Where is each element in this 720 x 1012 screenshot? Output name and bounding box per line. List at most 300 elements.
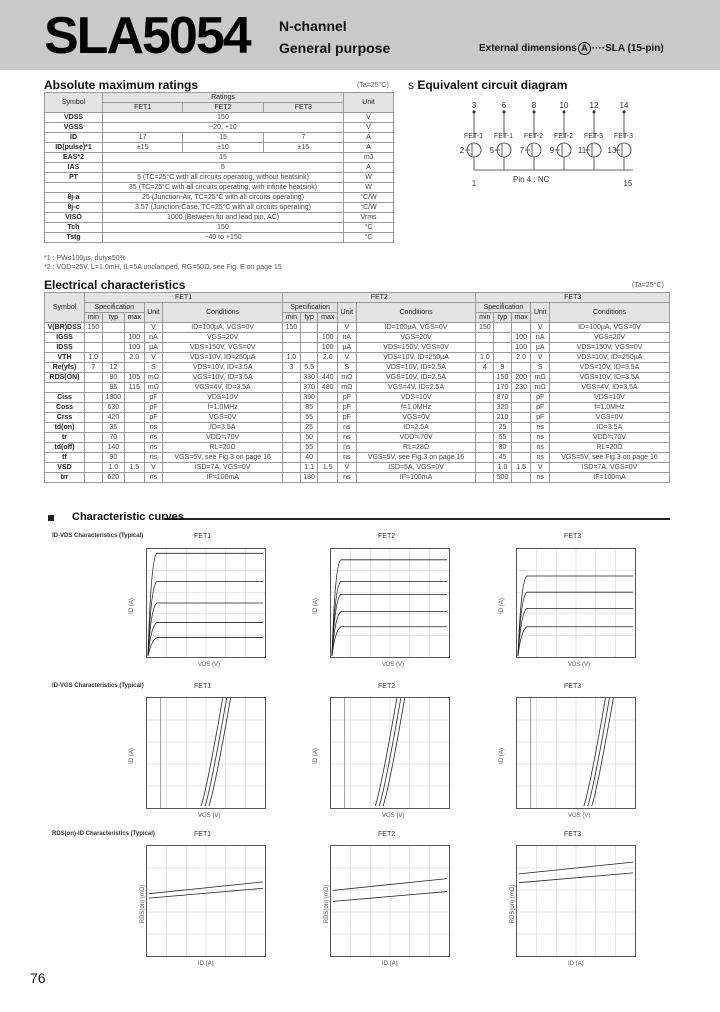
elec-f3-unit: V — [531, 353, 550, 363]
elec-f2-unit: pF — [338, 393, 357, 403]
elec-f2-cond: ISD=5A, VGS=0V — [356, 463, 476, 473]
abs-symbol: ID(pulse)*1 — [45, 143, 103, 153]
elec-f2-unit: V — [338, 323, 357, 333]
elec-row — [45, 353, 670, 363]
plot-fet-label: FET3 — [564, 831, 582, 838]
elec-f1-min — [85, 443, 103, 453]
elec-f3-unit: nA — [531, 333, 550, 343]
elec-symbol — [45, 383, 85, 393]
abs-unit: °C — [344, 223, 394, 233]
elec-f2-min — [283, 383, 301, 393]
plot-svg — [331, 846, 449, 956]
elec-f1-cond: VDS=150V, VGS=0V — [163, 343, 283, 353]
elec-f3-cond: VGS=20V — [550, 333, 670, 343]
abs-rating: 25 (Junction-Air, TC=25°C with all circuits operating) — [103, 193, 344, 203]
elec-head-max: max — [511, 313, 531, 323]
elec-f1-max — [125, 403, 145, 413]
header-band — [0, 0, 720, 70]
abs-row — [45, 213, 394, 223]
circuit-fet-label: FET-2 — [524, 133, 544, 140]
plot-fet-label: FET1 — [194, 683, 212, 690]
circuit-fet-label: FET-3 — [614, 133, 634, 140]
plot-xlabel: VDS (V) — [382, 662, 405, 668]
circuit-left-pin-label: 11 — [577, 146, 587, 155]
elec-f2-typ: 25 — [300, 423, 318, 433]
plot-fet-label: FET2 — [378, 533, 396, 540]
circuit-fet-label: FET-3 — [584, 133, 604, 140]
elec-f1-typ: 12 — [102, 363, 124, 373]
plot-xlabel: ID (A) — [198, 961, 214, 967]
elec-f3-cond: RL=20Ω — [550, 443, 670, 453]
elec-f3-min — [476, 433, 494, 443]
elec-f1-max — [125, 443, 145, 453]
elec-head-max: max — [125, 313, 145, 323]
elec-f2-cond: VDS=10V — [356, 393, 476, 403]
elec-f3-typ: 500 — [494, 473, 512, 483]
elec-f2-max — [318, 413, 338, 423]
abs-row — [45, 163, 394, 173]
elec-f3-min: 4 — [476, 363, 494, 373]
plot-curve — [584, 698, 606, 806]
elec-f2-unit: nA — [338, 333, 357, 343]
plot-curve — [518, 608, 633, 656]
abs-unit: °C/W — [344, 193, 394, 203]
elec-f2-typ: 50 — [300, 433, 318, 443]
elec-f1-cond: VDS=10V — [163, 393, 283, 403]
elec-f1-unit: ns — [144, 423, 163, 433]
elec-head-min: min — [476, 313, 494, 323]
elec-condition: (Ta=25°C) — [632, 282, 664, 289]
elec-f1-unit: V — [144, 463, 163, 473]
elec-f3-unit: mΩ — [531, 383, 550, 393]
elec-f3-max: 1.5 — [511, 463, 531, 473]
elec-symbol: RDS(ON) — [45, 373, 85, 383]
elec-f1-cond: VDD≒70V — [163, 433, 283, 443]
elec-f2-max — [318, 363, 338, 373]
elec-f1-min — [85, 373, 103, 383]
elec-f2-typ: 55 — [300, 413, 318, 423]
elec-f3-min — [476, 423, 494, 433]
elec-f3-cond: VGS=10V, ID=3.5A — [550, 373, 670, 383]
elec-f1-max — [125, 473, 145, 483]
elec-head-cond: Conditions — [356, 303, 476, 323]
elec-f3-typ — [494, 323, 512, 333]
abs-symbol: IAS — [45, 163, 103, 173]
elec-head-typ: typ — [102, 313, 124, 323]
elec-f3-cond: ID=100µA, VGS=0V — [550, 323, 670, 333]
elec-f2-unit: mΩ — [338, 373, 357, 383]
abs-unit: mJ — [344, 153, 394, 163]
elec-f3-max: 200 — [511, 373, 531, 383]
elec-f1-cond: VGS=4V, ID=3.5A — [163, 383, 283, 393]
elec-f2-unit: µA — [338, 343, 357, 353]
row-label-id-vgs: ID-VGS Characteristics (Typical) — [52, 683, 144, 689]
elec-f3-max: 100 — [511, 333, 531, 343]
plot-fet-label: FET3 — [564, 683, 582, 690]
plot-xlabel: VGS (V) — [568, 813, 591, 819]
elec-head-unit: Unit — [144, 303, 163, 323]
abs-unit: V — [344, 123, 394, 133]
elec-f1-max: 1.5 — [125, 463, 145, 473]
elec-f2-max — [318, 323, 338, 333]
abs-head-fet2: FET2 — [183, 103, 263, 113]
elec-f3-max — [511, 443, 531, 453]
elec-f3-min — [476, 473, 494, 483]
elec-f2-cond: RL=28Ω — [356, 443, 476, 453]
elec-f3-typ: 45 — [494, 453, 512, 463]
elec-f3-min — [476, 453, 494, 463]
elec-f1-min — [85, 433, 103, 443]
plot-svg — [147, 698, 265, 808]
circuit-fet-label: FET-2 — [554, 133, 574, 140]
elec-f1-typ: 630 — [102, 403, 124, 413]
abs-symbol: Tstg — [45, 233, 103, 243]
elec-f1-typ — [102, 343, 124, 353]
abs-max-condition: (Ta=25°C) — [357, 82, 389, 89]
elec-f3-cond: VDS=10V — [550, 393, 670, 403]
elec-f1-unit: ns — [144, 453, 163, 463]
elec-symbol: VSD — [45, 463, 85, 473]
elec-f1-typ: 140 — [102, 443, 124, 453]
abs-row — [45, 233, 394, 243]
elec-f2-unit: ns — [338, 453, 357, 463]
abs-symbol: ID — [45, 133, 103, 143]
elec-f2-unit: pF — [338, 403, 357, 413]
elec-f2-cond: IF=100mA — [356, 473, 476, 483]
circuit-pin-dot — [503, 111, 506, 114]
plot-curve — [518, 576, 633, 656]
elec-f1-typ: 35 — [102, 423, 124, 433]
abs-rating: 35 (TC=25°C with all circuits operating, with infinite heatsink) — [103, 183, 344, 193]
plot-vgs-fet1 — [146, 697, 266, 809]
plot-curve — [332, 581, 447, 656]
abs-rating-fet3: 7 — [263, 133, 343, 143]
abs-rating: 3.57 (Junction-Case, TC=25°C with all circuits operating) — [103, 203, 344, 213]
elec-f1-max: 115 — [125, 383, 145, 393]
elec-f2-typ: 180 — [300, 473, 318, 483]
description-line-2: General purpose — [279, 40, 391, 56]
plot-fet-label: FET1 — [194, 831, 212, 838]
elec-f1-typ — [102, 323, 124, 333]
elec-f2-min — [283, 373, 301, 383]
plot-curve — [332, 594, 447, 656]
electrical-body — [45, 323, 670, 483]
elec-f3-min — [476, 403, 494, 413]
elec-f2-typ — [300, 333, 318, 343]
plot-vgs-fet2 — [330, 697, 450, 809]
section-rule — [164, 518, 670, 520]
elec-f2-max: 100 — [318, 333, 338, 343]
elec-f1-typ: 420 — [102, 413, 124, 423]
circuit-pin-dot — [593, 111, 596, 114]
elec-f3-min — [476, 413, 494, 423]
elec-f2-cond: f=1.0MHz — [356, 403, 476, 413]
elec-symbol: IDSS — [45, 343, 85, 353]
plot-curve — [201, 698, 223, 806]
abs-rating: −20, +10 — [103, 123, 344, 133]
elec-head-unit: Unit — [531, 303, 550, 323]
electrical-table — [44, 292, 670, 483]
elec-f3-min — [476, 463, 494, 473]
abs-row — [45, 223, 394, 233]
abs-rating: 150 — [103, 223, 344, 233]
elec-f2-max: 100 — [318, 343, 338, 353]
elec-f2-max: 1.5 — [318, 463, 338, 473]
plot-fet-label: FET3 — [564, 533, 582, 540]
ext-dim-suffix: ····SLA (15-pin) — [591, 43, 664, 54]
elec-f3-cond: IF=100mA — [550, 473, 670, 483]
elec-f1-unit: mΩ — [144, 373, 163, 383]
plot-ylabel: ID (A) — [312, 748, 319, 764]
ext-dim-prefix: External dimensions — [479, 43, 577, 54]
circuit-top-pin-label: 14 — [619, 101, 629, 110]
plot-rds-fet1 — [146, 845, 266, 957]
elec-f1-max — [125, 363, 145, 373]
elec-f2-cond: VDS=150V, VGS=0V — [356, 343, 476, 353]
abs-rating: 150 — [103, 113, 344, 123]
elec-f2-min — [283, 473, 301, 483]
elec-symbol: td(off) — [45, 443, 85, 453]
circuit-pin-dot — [623, 111, 626, 114]
elec-f1-min — [85, 473, 103, 483]
elec-symbol: Re(yfs) — [45, 363, 85, 373]
elec-f1-max: 2.0 — [125, 353, 145, 363]
circuit-pin-dot — [473, 111, 476, 114]
circuit-top-pin-label: 3 — [471, 101, 477, 110]
abs-head-fet3: FET3 — [263, 103, 343, 113]
elec-f1-min — [85, 453, 103, 463]
elec-head-cond: Conditions — [163, 303, 283, 323]
elec-head-cond: Conditions — [550, 303, 670, 323]
circuit-pin-dot — [533, 111, 536, 114]
circuit-bottom-pin-label: 1 — [471, 179, 477, 188]
elec-f3-cond: ISD=7A, VGS=0V — [550, 463, 670, 473]
abs-head-symbol: Symbol — [45, 93, 103, 113]
circuit-top-pin-label: 12 — [589, 101, 599, 110]
elec-f2-min — [283, 413, 301, 423]
elec-head-fet2: FET2 — [283, 293, 476, 303]
plot-rds-fet3 — [516, 845, 636, 957]
abs-rating-fet3: ±15 — [263, 143, 343, 153]
circuit-bullet: s — [408, 78, 414, 92]
abs-row — [45, 113, 394, 123]
elec-f2-cond: VGS=10V, ID=2.5A — [356, 373, 476, 383]
elec-f3-min: 150 — [476, 323, 494, 333]
plot-svg — [517, 698, 635, 808]
abs-unit: A — [344, 163, 394, 173]
elec-f3-cond: VGS=0V — [550, 413, 670, 423]
abs-symbol: θj-a — [45, 193, 103, 203]
elec-f2-cond: VGS=5V, see Fig.3 on page 16 — [356, 453, 476, 463]
elec-f1-max — [125, 413, 145, 423]
elec-f3-unit: ns — [531, 423, 550, 433]
plot-ylabel: ID (A) — [498, 748, 505, 764]
elec-row — [45, 473, 670, 483]
elec-f3-min — [476, 393, 494, 403]
plot-curve — [148, 581, 263, 656]
elec-f1-min — [85, 383, 103, 393]
elec-f3-cond: VDS=10V, ID=3.5A — [550, 363, 670, 373]
elec-head-fet3: FET3 — [476, 293, 670, 303]
elec-f1-typ: 90 — [102, 453, 124, 463]
elec-row — [45, 413, 670, 423]
elec-f3-unit: ns — [531, 473, 550, 483]
abs-max-title: Absolute maximum ratings — [44, 78, 199, 92]
elec-f1-min: 7 — [85, 363, 103, 373]
elec-f3-typ — [494, 343, 512, 353]
elec-row — [45, 323, 670, 333]
elec-f2-unit: ns — [338, 473, 357, 483]
plot-xlabel: VDS (V) — [568, 662, 591, 668]
plot-xlabel: ID (A) — [568, 961, 584, 967]
abs-row — [45, 193, 394, 203]
elec-f1-unit: mΩ — [144, 383, 163, 393]
elec-f1-unit: V — [144, 323, 163, 333]
elec-f2-min — [283, 423, 301, 433]
elec-f3-unit: µA — [531, 343, 550, 353]
plot-svg — [147, 549, 265, 657]
plot-curve — [332, 627, 447, 656]
elec-f1-cond: VGS=0V — [163, 413, 283, 423]
plot-svg — [147, 846, 265, 956]
elec-f3-typ: 870 — [494, 393, 512, 403]
elec-f1-unit: nA — [144, 333, 163, 343]
abs-symbol: EAS*2 — [45, 153, 103, 163]
elec-f1-typ — [102, 333, 124, 343]
abs-rating-fet2: ±10 — [183, 143, 263, 153]
circuit-top-pin-label: 8 — [531, 101, 537, 110]
plot-xlabel: VGS (V) — [198, 813, 221, 819]
elec-f2-unit: S — [338, 363, 357, 373]
elec-f1-unit: S — [144, 363, 163, 373]
plot-xlabel: VDS (V) — [198, 662, 221, 668]
abs-unit: W — [344, 183, 394, 193]
abs-symbol: PT — [45, 173, 103, 183]
elec-f2-cond: VDD≒70V — [356, 433, 476, 443]
elec-head-spec: Specification — [476, 303, 531, 313]
plot-curve — [148, 603, 263, 656]
plot-vgs-fet3 — [516, 697, 636, 809]
circuit-left-pin-label: 9 — [549, 146, 555, 155]
elec-f2-min — [283, 433, 301, 443]
elec-head-min: min — [85, 313, 103, 323]
elec-symbol: Coss — [45, 403, 85, 413]
elec-row — [45, 383, 670, 393]
elec-f2-max: 480 — [318, 383, 338, 393]
elec-f2-min — [283, 443, 301, 453]
elec-f2-typ: 330 — [300, 373, 318, 383]
description-line-1: N-channel — [279, 18, 347, 34]
elec-f2-cond: ID=100µA, VGS=0V — [356, 323, 476, 333]
abs-unit: A — [344, 133, 394, 143]
elec-f3-typ: 150 — [494, 373, 512, 383]
elec-f1-min — [85, 333, 103, 343]
elec-f3-unit: pF — [531, 413, 550, 423]
elec-f3-unit: V — [531, 463, 550, 473]
elec-f2-cond: ID=2.5A — [356, 423, 476, 433]
circuit-left-pin-label: 5 — [489, 146, 495, 155]
equivalent-circuit-diagram — [418, 100, 668, 190]
plot-svg — [517, 846, 635, 956]
elec-symbol: tr — [45, 433, 85, 443]
elec-f2-max — [318, 453, 338, 463]
elec-f1-min: 150 — [85, 323, 103, 333]
abs-row — [45, 123, 394, 133]
elec-f3-typ: 320 — [494, 403, 512, 413]
part-number: SLA5054 — [44, 7, 250, 65]
circuit-title-text: Equivalent circuit diagram — [417, 78, 568, 92]
plot-ylabel: RDS(on) (mΩ) — [510, 884, 517, 924]
abs-rating: 1000 (Between fin and lead pin, AC) — [103, 213, 344, 223]
elec-f2-max: 2.0 — [318, 353, 338, 363]
plot-ylabel: ID (A) — [128, 748, 135, 764]
plot-curve — [518, 592, 633, 656]
elec-f3-max — [511, 453, 531, 463]
abs-row — [45, 183, 394, 193]
plot-ylabel: ID (A) — [312, 598, 319, 614]
abs-unit: °C/W — [344, 203, 394, 213]
elec-f1-min — [85, 413, 103, 423]
elec-f3-cond: VGS=4V, ID=3.5A — [550, 383, 670, 393]
elec-f2-unit: ns — [338, 443, 357, 453]
plot-svg — [331, 698, 449, 808]
plot-curve — [588, 698, 610, 806]
abs-row — [45, 143, 394, 153]
elec-row — [45, 403, 670, 413]
elec-symbol: V(BR)DSS — [45, 323, 85, 333]
elec-f2-typ: 55 — [300, 443, 318, 453]
elec-f2-cond: VGS=4V, ID=2.5A — [356, 383, 476, 393]
abs-rating: −40 to +150 — [103, 233, 344, 243]
elec-f3-unit: V — [531, 323, 550, 333]
abs-head-ratings: Ratings — [103, 93, 344, 103]
elec-f3-cond: ID=3.5A — [550, 423, 670, 433]
abs-max-table — [44, 92, 394, 243]
elec-f3-min — [476, 373, 494, 383]
elec-f1-cond: f=1.0MHz — [163, 403, 283, 413]
elec-f1-unit: pF — [144, 413, 163, 423]
elec-f3-max: 100 — [511, 343, 531, 353]
elec-f1-max — [125, 453, 145, 463]
plot-ylabel: RDS(on) (mΩ) — [140, 884, 147, 924]
abs-rating: 15 — [103, 153, 344, 163]
elec-f3-max: 230 — [511, 383, 531, 393]
elec-f1-max: 100 — [125, 333, 145, 343]
elec-f1-cond: VDS=10V, ID=3.5A — [163, 363, 283, 373]
elec-f2-unit: mΩ — [338, 383, 357, 393]
elec-f1-typ: 70 — [102, 433, 124, 443]
elec-head-max: max — [318, 313, 338, 323]
plot-ylabel: ID (A) — [128, 598, 135, 614]
plot-ylabel: ID (A) — [498, 598, 505, 614]
elec-f3-cond: VDS=150V, VGS=0V — [550, 343, 670, 353]
abs-row — [45, 203, 394, 213]
abs-unit: W — [344, 173, 394, 183]
elec-f1-cond: RL=20Ω — [163, 443, 283, 453]
elec-symbol: VTH — [45, 353, 85, 363]
elec-f3-unit: pF — [531, 393, 550, 403]
elec-f2-min — [283, 463, 301, 473]
plot-curve — [332, 560, 447, 656]
elec-row — [45, 343, 670, 353]
elec-row — [45, 393, 670, 403]
plot-xlabel: ID (A) — [382, 961, 398, 967]
plot-curve — [332, 612, 447, 656]
elec-f1-unit: µA — [144, 343, 163, 353]
plot-vds-fet3 — [516, 548, 636, 658]
abs-rating-fet1: 17 — [103, 133, 183, 143]
abs-max-body — [45, 113, 394, 243]
